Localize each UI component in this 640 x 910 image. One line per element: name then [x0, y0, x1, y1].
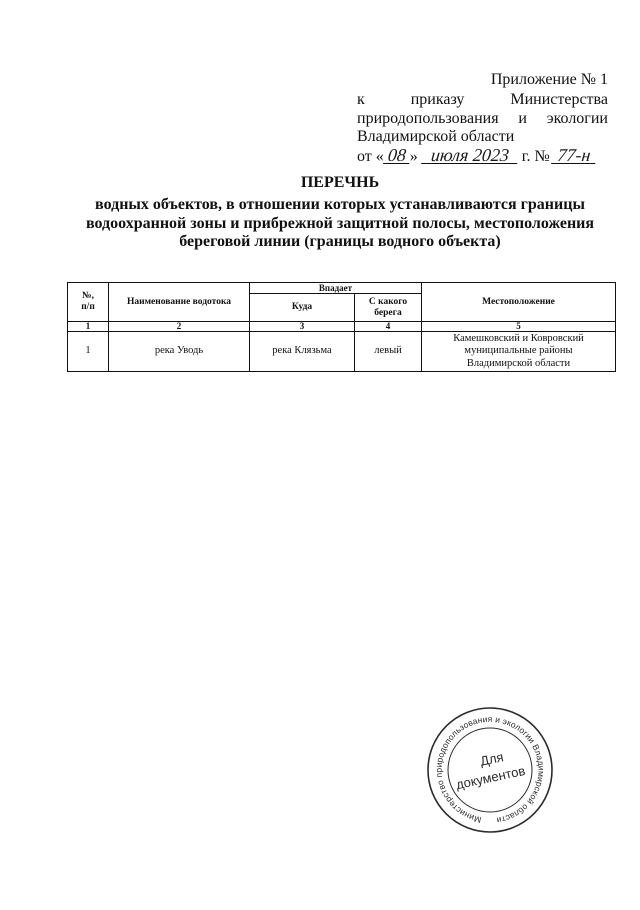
handwritten-order-number: 77-н [551, 147, 597, 164]
row-number: 1 [68, 332, 109, 372]
header-bank-line: С какого [368, 296, 408, 307]
subtitle-line: водных объектов, в отношении которых устанавливаются границы [95, 196, 585, 213]
column-numbers-row [68, 322, 616, 332]
row-where: река Клязьма [250, 332, 355, 372]
document-title: ПЕРЕЧНЬ [300, 174, 380, 191]
header-bank [355, 294, 422, 322]
header-location: Местоположение [422, 283, 616, 322]
stamp-ring-text-path: Министерство природопользования и экологии Владимирской области [433, 713, 547, 826]
handwritten-day: 08 [383, 147, 411, 164]
row-location-line: муниципальные районы [464, 345, 573, 357]
document-subtitle [40, 196, 640, 252]
column-number: 2 [109, 322, 250, 332]
header-number-line: п/п [81, 302, 95, 312]
order-line: природопользования и экологии [357, 109, 608, 127]
order-reference [357, 91, 608, 166]
table-header-row [68, 283, 616, 294]
ministry-stamp [426, 706, 554, 834]
header-watercourse-name: Наименование водотока [109, 283, 250, 322]
column-number: 3 [250, 322, 355, 332]
handwritten-month-year: июля 2023 [421, 147, 519, 164]
table-row [68, 332, 616, 372]
row-bank: левый [355, 332, 422, 372]
stamp-center-line: документов [454, 762, 527, 793]
date-prefix: от « [357, 147, 384, 165]
order-line: к приказу Министерства [357, 91, 608, 108]
header-number-line: №, [82, 291, 94, 301]
date-quote-close: » [409, 147, 418, 165]
column-number: 1 [68, 322, 109, 332]
order-number-label: г. № [521, 147, 550, 165]
row-location-line: Камешковский и Ковровский [453, 332, 584, 344]
column-number: 4 [355, 322, 422, 332]
header-bank-line: берега [374, 307, 402, 318]
order-line: Владимирской области [357, 128, 515, 145]
row-location-line: Владимирской области [466, 357, 571, 369]
column-number: 5 [422, 322, 616, 332]
water-objects-table [67, 282, 616, 372]
subtitle-line: водоохранной зоны и прибрежной защитной полосы, местоположения [85, 214, 595, 232]
appendix-title: Приложение № 1 [490, 71, 608, 88]
header-where: Куда [250, 294, 355, 322]
stamp-center-line: Для [478, 749, 505, 769]
row-location [422, 332, 616, 372]
header-number [68, 283, 109, 322]
row-watercourse-name: река Уводь [109, 332, 250, 372]
subtitle-line: береговой линии (границы водного объекта) [179, 233, 501, 250]
header-flows-into: Впадает [250, 283, 422, 294]
order-date-line [357, 144, 608, 167]
